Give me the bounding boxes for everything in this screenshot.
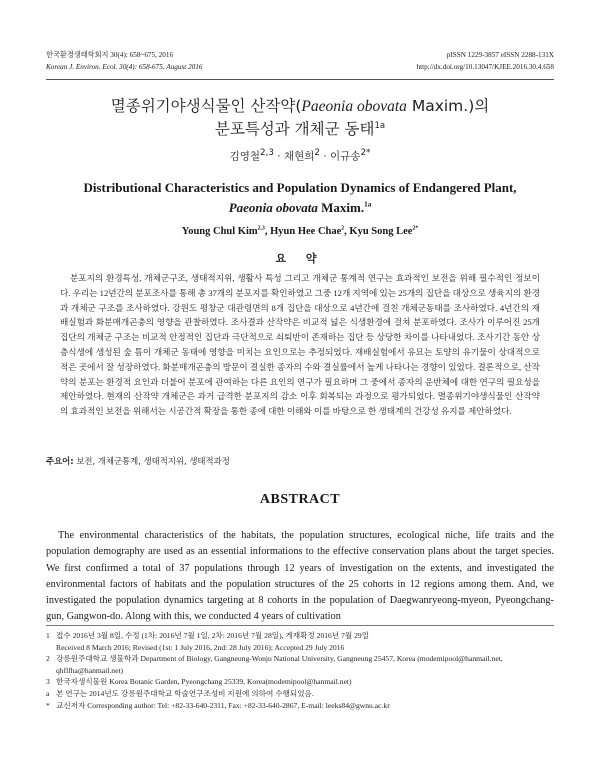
- footnote-text: 강릉원주대학교 생물학과 Department of Biology, Gangneung-Wonju National University, Gangneung 25457, Korea (modemipool@hanmail.net, qhflfha@hanmail.net): [56, 654, 503, 675]
- footnote-item: [46, 642, 554, 654]
- author-english-3: Kyu Song Lee: [349, 226, 413, 237]
- footnote-mark: 2: [46, 654, 50, 664]
- title-korean-text-post: Maxim.)의: [406, 97, 490, 115]
- title-korean-text: 멸종위기야생식물인 산작약(: [110, 97, 302, 115]
- journal-header-right: [417, 50, 554, 73]
- title-english-post: Maxim.: [317, 200, 365, 215]
- footnote-mark: *: [46, 700, 50, 710]
- footnote-item: [46, 676, 554, 688]
- author-affiliation-mark: 2*: [412, 225, 419, 232]
- doi-link[interactable]: http://dx.doi.org/10.13047/KJEE.2016.30.4.658: [416, 62, 554, 71]
- footnote-mark: a: [46, 688, 50, 698]
- footnote-mark: 3: [46, 677, 50, 687]
- abstract-heading: ABSTRACT: [259, 492, 341, 507]
- title-korean-line1: [46, 95, 554, 118]
- footnote-item: [46, 700, 554, 712]
- title-footnote-mark: 1a: [374, 120, 386, 131]
- author-english-1: Young Chul Kim: [181, 226, 258, 237]
- author-affiliation-mark: 2,3: [260, 148, 274, 158]
- scientific-name-english: Paeonia obovata: [228, 200, 318, 215]
- footnote-text: 접수 2016년 3월 8일, 수정 (1차: 2016년 7월 1일, 2차: 2016년 7월 28일), 게재확정 2016년 7월 29일: [56, 631, 370, 640]
- scientific-name: Paeonia obovata: [301, 98, 407, 115]
- author-separator: ,: [264, 226, 271, 237]
- author-korean-1: 김영철: [229, 150, 261, 163]
- author-affiliation-mark: 2: [341, 225, 345, 232]
- journal-name-korean: 한국환경생태학회지 30(4): 658~675, 2016: [46, 51, 174, 59]
- footnotes: [46, 630, 554, 711]
- author-affiliation-mark: 2*: [360, 148, 371, 158]
- author-english-2: Hyun Hee Chae: [270, 226, 342, 237]
- title-korean-line2: [46, 118, 554, 140]
- title-korean: [46, 95, 554, 140]
- footnote-text: Received 8 March 2016; Revised (1st: 1 July 2016, 2nd: 28 July 2016); Accepted 29 July 2016: [56, 642, 345, 652]
- footnote-item: [46, 653, 554, 676]
- keywords: [46, 455, 554, 467]
- journal-header-left: [46, 50, 202, 73]
- author-korean-2: 채현희: [283, 150, 315, 163]
- author-affiliation-mark: 2,3: [257, 225, 265, 232]
- keywords-list: 보전, 개체군통계, 생태적지위, 생태적과정: [73, 456, 230, 466]
- authors-korean: [46, 148, 554, 164]
- footnote-rule: [46, 625, 554, 626]
- footnote-item: [46, 688, 554, 700]
- english-abstract-body: The environmental characteristics of the habitats, the population structures, ecological niche, life traits and the population demography are used as an essential informations to the effective conservation plans about the target species. We first confirmed a total of 37 populations through 12 years of investigation on the extents, and investigated the environmental factors of habitats and the population structures of the 25 cohorts in 12 regions among them. And, we investigated the population dynamics targeting at 8 cohorts in the population of Daegwanryeong-myeon, Pyeongchang-gun, Gangwon-do. Along with this, we conducted 4 years of cultivation: [46, 530, 554, 623]
- author-korean-3: 이규송: [330, 150, 361, 163]
- footnote-item: [46, 630, 554, 642]
- footnote-text: 교신저자 Corresponding author: Tel: +82-33-640-2311, Fax: +82-33-640-2867, E-mail: leeks84@gwnu.ac.kr: [56, 700, 390, 710]
- title-english-line1: Distributional Characteristics and Population Dynamics of Endangered Plant,: [83, 180, 517, 195]
- footnote-mark: 1: [46, 631, 50, 640]
- author-separator: ·: [273, 150, 284, 163]
- issn-line: pISSN 1229-3857 eISSN 2288-131X: [446, 51, 554, 59]
- title-english-line2: [46, 198, 554, 218]
- title-footnote-mark: 1a: [364, 200, 372, 209]
- author-affiliation-mark: 2: [314, 148, 320, 158]
- authors-english: [46, 226, 554, 237]
- author-separator: ·: [319, 150, 330, 163]
- korean-abstract-body: 분포지의 환경특성, 개체군구조, 생태적지위, 생활사 특성 그리고 개체군 통계적 연구는 효과적인 보전을 위해 필수적인 정보이다. 우리는 12년간의 분포조사를 통해 총 37개의 분포지를 확인하였고 그중 12개 지역에 있는 25개의 집단을 대상으로 생육지의 환경과 개체군 구조를 조사하였다. 강원도 평창군 대관령면의 8개 집단을 대상으로 4년간에 걸친 개체군동태를 조사하였다. 4년간의 재배실험과 화분매개곤충의 영향을 관찰하였다. 조사결과 산작약은 비교적 넓은 식생환경에 걸쳐 분포하였다. 조사가 이루어진 25개 집단의 개체군 구조는 비교적 안정적인 집단과 극단적으로 쇠퇴반이 존재하는 집단 등 상당한 차이를 나타내었다. 조사기간 동안 상층식생에 생성된 숲 틈이 개체군 동태에 영향을 미치는 요인으로는 추정되었다. 재배실험에서 유묘는 토양의 유기물이 상대적으로 적은 곳에서 잘 성장하였다. 화분매개곤충의 방문이 결실한 종자의 수와 결실률에서 높게 나타나는 경향이 있었다. 결론적으로, 산작약의 분포는 환경적 요인과 더불어 분포에 관여하는 다른 요인의 연구가 필요하며 그 중에서 종자의 운반체에 대한 연구의 필요성을 제안하였다. 현재의 산작약 개체군은 과거 급격한 분포지의 감소 이후 회복되는 과정으로 평가되었다. 멸종위기야생식물인 산작약의 효과적인 보전을 위해서는 시공간적 확장을 통한 종에 대한 이해와 이를 바탕으로 한 생태계의 건강성 유지를 제안하였다.: [60, 273, 540, 417]
- footnote-mark: [46, 642, 56, 654]
- title-english: [46, 178, 554, 218]
- footnote-text: 한국자생식물원 Korea Botanic Garden, Pyeongchang 25339, Korea(modemipool@hanmail.net): [56, 677, 352, 687]
- title-korean-line2-text: 분포특성과 개체군 동태: [214, 120, 375, 138]
- journal-name-english: Korean J. Environ. Ecol. 30(4): 658-675, August 2016: [46, 62, 203, 71]
- header-rule: [46, 79, 554, 80]
- footnote-text: 본 연구는 2014년도 강릉원주대학교 학술연구조성비 지원에 의하여 수행되었음.: [56, 688, 314, 698]
- author-separator: ,: [344, 226, 350, 237]
- korean-abstract-heading: 요 약: [275, 252, 325, 265]
- keywords-label: 주요어:: [46, 456, 74, 466]
